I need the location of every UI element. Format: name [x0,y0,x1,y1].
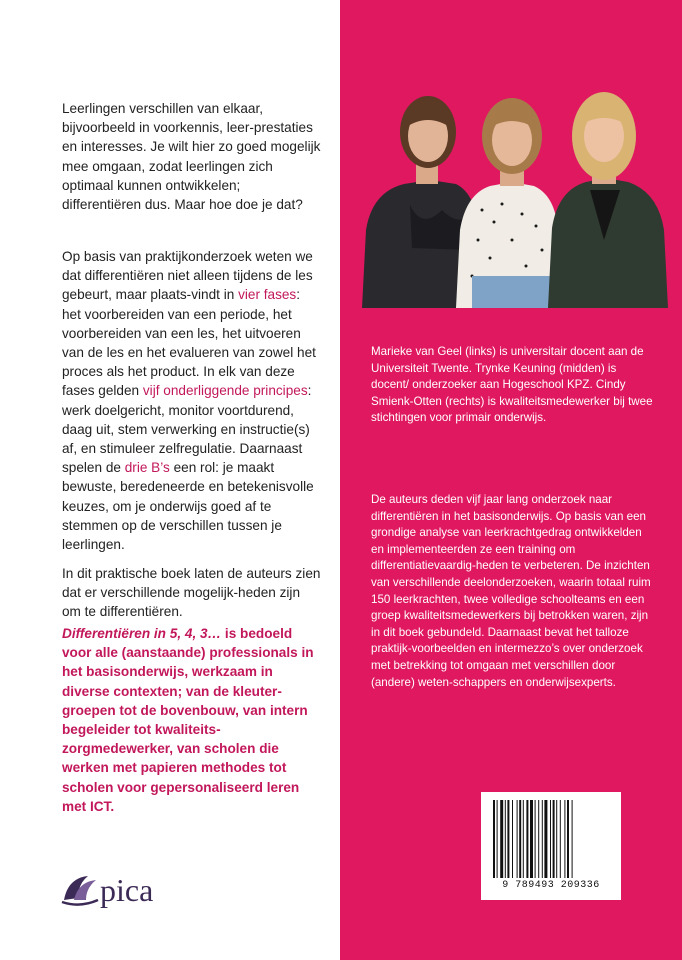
barcode-bar [497,800,498,878]
barcode-bars [493,800,609,878]
research-paragraph: De auteurs deden vijf jaar lang onderzoek naar differentiëren in het basisonderwijs. Op basis van een grondige analyse van leerkrachtgedrag ontwikkelden en implementeerden ze een training om differentiatievaardig-heden te verbeteren. De inzichten van verschillende deelonderzoeken, waarin totaal ruim 150 leerkrachten, twee volledige schoolteams en een groep kwaliteitsmedewerkers bij betrokken waren, zijn in dit boek gebundeld. Daarnaast bevat het talloze praktijk-voorbeelden en intermezzo’s over onderzoek met betrekking tot omgaan met verschillen door (andere) weten-schappers en onderwijsexperts. [371,493,651,689]
practical-paragraph: In dit praktische boek laten de auteurs zien dat er verschillende mogelijk-heden zijn om te differentiëren. [62,566,321,620]
author-right-figure [548,92,668,308]
authors-photo [352,80,672,308]
highlight-three-bs: drie B’s [124,460,170,476]
barcode-bar [507,800,509,878]
barcode-bar [564,800,565,878]
intro-paragraph: Leerlingen verschillen van elkaar, bijvoorbeeld in voorkennis, leer-prestaties en interesses. Je wilt hier zo goed mogelijk mee omgaan, zodat leerlingen zich optimaal kunnen ontwikkelen; differentiëren dus. Maar hoe doe je dat? [62,101,321,213]
barcode-bar [512,800,513,878]
barcode-bar [567,800,569,878]
barcode-bar [493,800,495,878]
authors-bio: Marieke van Geel (links) is universitair docent aan de Universiteit Twente. Trynke Keuning (midden) is docent/ onderzoeker aan Hogeschool KPZ. Cindy Smienk-Otten (rechts) is kwaliteitsmedewerker bij twee stichtingen voor primair onderwijs. [371,345,653,425]
method-paragraph: Op basis van praktijkonderzoek weten we dat differentiëren niet alleen tijdens de les gebeurt, maar plaats-vindt in vier fases: het voorbereiden van een periode, het voorbereiden van een les, het uitvoeren van de les en het evalueren van zowel het proces als het product. In elk van deze fases gelden vijf onderliggende principes: werk doelgericht, monitor voortdurend, daag uit, stem verwerking en instructie(s) af, en stimuleer zelfregulatie. Daarnaast spelen de drie B’s een rol: je maakt bewuste, beredeneerde en betekenisvolle keuzes, om je onderwijs goed af te stemmen op de verschillen tussen je leerlingen. [62,249,316,553]
barcode-bar [550,800,551,878]
barcode-bar [517,800,518,878]
barcode-bar [544,800,547,878]
barcode-bar [572,800,573,878]
pica-logo-icon [60,870,100,910]
barcode-bar [500,800,503,878]
barcode-bar [535,800,536,878]
publisher-name: pica [100,872,154,908]
barcode-bar [530,800,533,878]
barcode-bar [538,800,539,878]
barcode-bar [505,800,506,878]
barcode-bar [553,800,555,878]
isbn-barcode [481,792,621,900]
barcode-bar [526,800,528,878]
barcode-bar [542,800,543,878]
isbn-number: 9 789493 209336 [502,880,600,891]
barcode-bar [556,800,557,878]
barcode-bar [560,800,561,878]
highlight-four-phases: vier fases [238,287,297,303]
audience-paragraph: Differentiëren in 5, 4, 3… is bedoeld voor alle (aanstaande) professionals in het basisonderwijs, werkzaam in diverse contexten; van de kleuter-groepen tot de bovenbouw, van intern begeleider tot kwaliteits-zorgmedewerker, van scholen die werken met papieren methodes tot scholen voor gepersonaliseerd leren met ICT. [62,626,314,814]
book-title: Differentiëren in 5, 4, 3… [62,626,222,641]
barcode-bar [519,800,521,878]
barcode-bar [523,800,524,878]
author-middle-figure [456,98,560,308]
highlight-five-principles: vijf onderliggende principes [142,383,308,399]
